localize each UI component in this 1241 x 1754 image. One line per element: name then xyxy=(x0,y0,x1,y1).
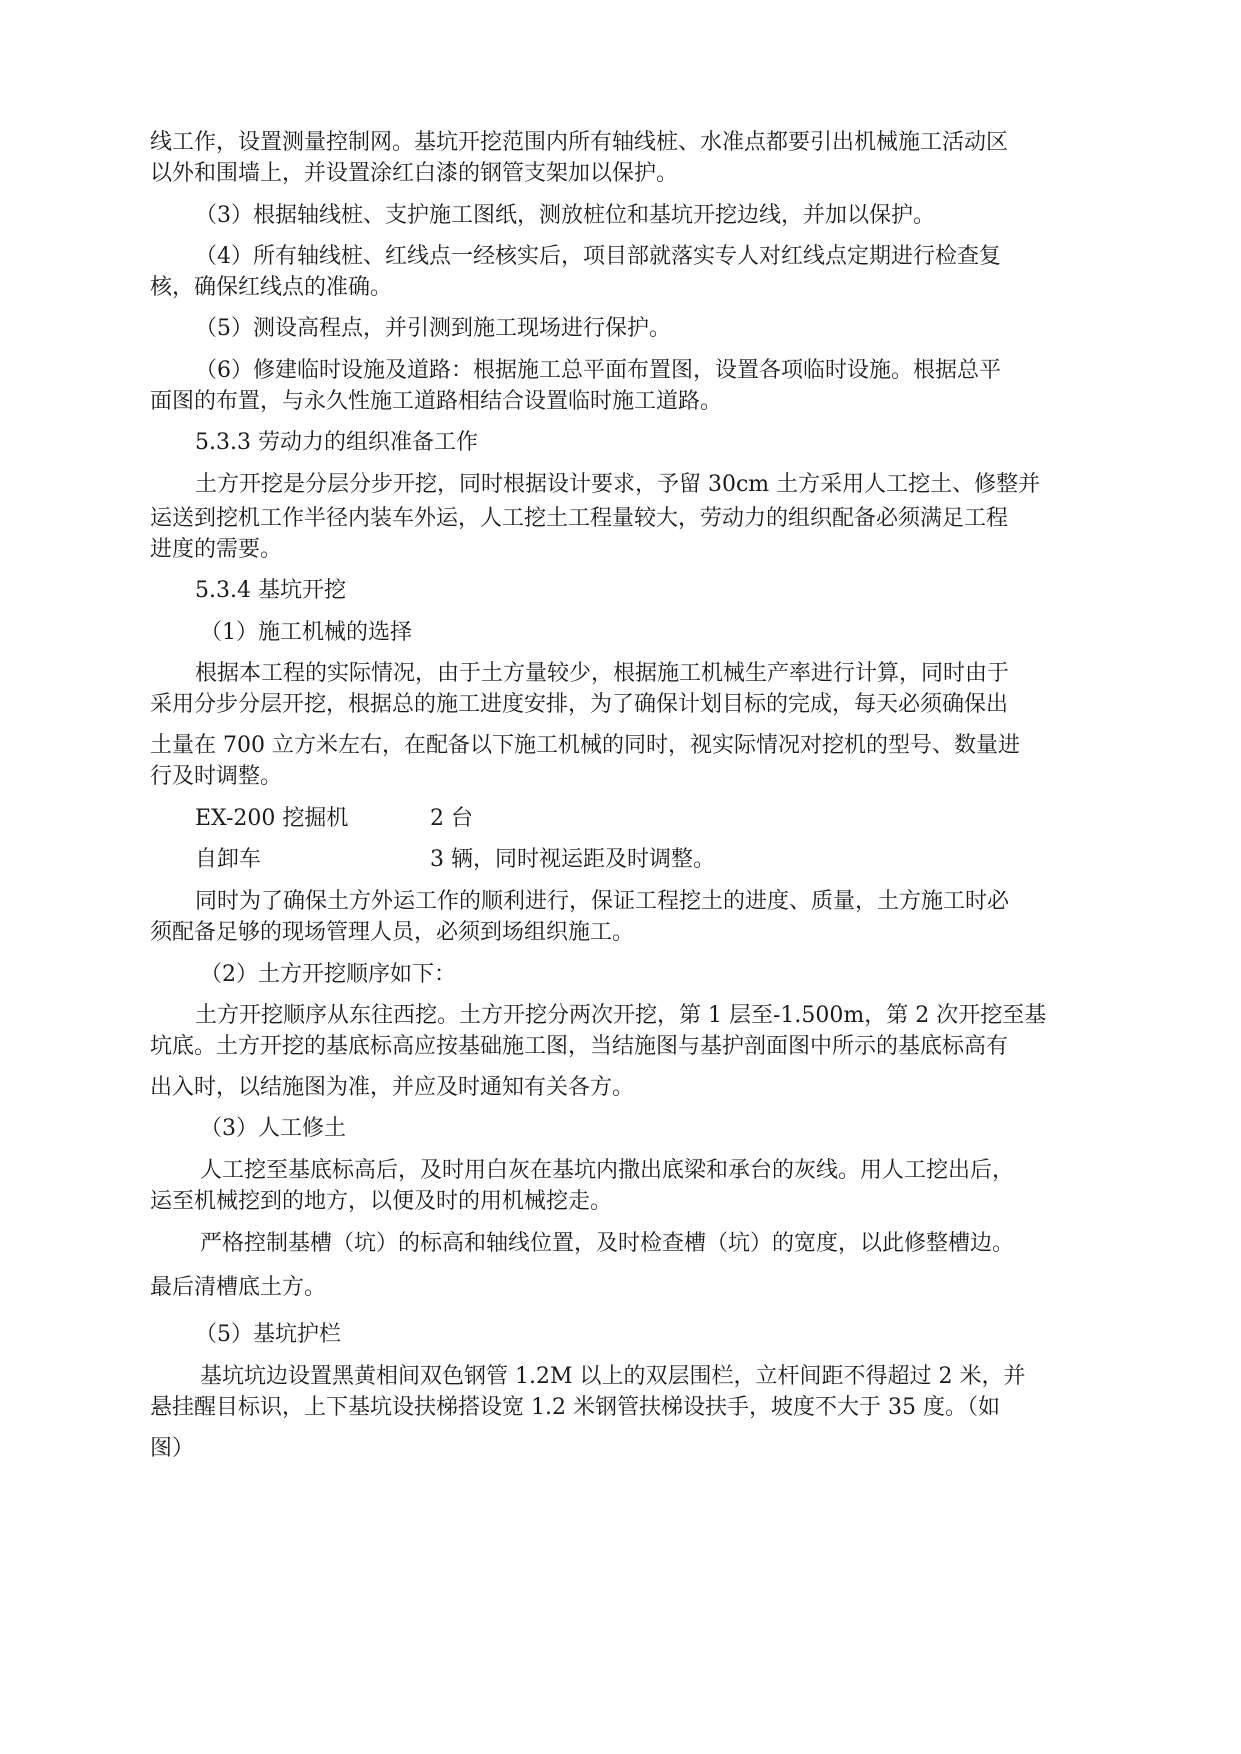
paragraph-line: 土方开挖是分层分步开挖，同时根据设计要求，予留 30cm 土方采用人工挖土、修整并 xyxy=(195,472,1041,497)
paragraph-line: （5）测设高程点，并引测到施工现场进行保护。 xyxy=(195,316,671,341)
paragraph-line: 运至机械挖到的地方，以便及时的用机械挖走。 xyxy=(150,1189,613,1214)
subheading: （3）人工修土 xyxy=(200,1116,346,1141)
paragraph-line: 运送到挖机工作半径内装车外运，人工挖土工程量较大，劳动力的组织配备必须满足工程 xyxy=(150,506,1009,531)
paragraph-line: 同时为了确保土方外运工作的顺利进行，保证工程挖土的进度、质量，土方施工时必 xyxy=(195,889,1010,914)
machine-quantity: 2 台 xyxy=(430,806,473,831)
subheading: （5）基坑护栏 xyxy=(195,1322,341,1347)
paragraph-line: 须配备足够的现场管理人员，必须到场组织施工。 xyxy=(150,920,635,945)
paragraph-line: 人工挖至基底标高后，及时用白灰在基坑内撒出底梁和承台的灰线。用人工挖出后， xyxy=(200,1158,1015,1183)
section-heading: 5.3.4 基坑开挖 xyxy=(195,578,346,603)
paragraph-line: 行及时调整。 xyxy=(150,764,283,789)
paragraph-line: 进度的需要。 xyxy=(150,537,283,562)
paragraph-line: 图） xyxy=(150,1436,195,1461)
paragraph-line: 土量在 700 立方米左右，在配备以下施工机械的同时，视实际情况对挖机的型号、数量进 xyxy=(150,733,1020,758)
subheading: （2）土方开挖顺序如下： xyxy=(200,962,456,987)
paragraph-line: 最后清槽底土方。 xyxy=(150,1275,327,1300)
subheading: （1）施工机械的选择 xyxy=(200,620,412,645)
machine-name: 自卸车 xyxy=(195,847,262,872)
paragraph-line: 基坑坑边设置黑黄相间双色钢管 1.2M 以上的双层围栏，立杆间距不得超过 2 米，并 xyxy=(200,1364,1026,1389)
paragraph-line: 以外和围墙上，并设置涂红白漆的钢管支架加以保护。 xyxy=(150,161,679,186)
paragraph-line: （6）修建临时设施及道路：根据施工总平面布置图，设置各项临时设施。根据总平 xyxy=(195,358,1001,383)
paragraph-line: 采用分步分层开挖，根据总的施工进度安排，为了确保计划目标的完成，每天必须确保出 xyxy=(150,692,1009,717)
machine-name: EX-200 挖掘机 xyxy=(195,806,349,831)
paragraph-line: 出入时，以结施图为准，并应及时通知有关各方。 xyxy=(150,1075,635,1100)
paragraph-line: 线工作，设置测量控制网。基坑开挖范围内所有轴线桩、水准点都要引出机械施工活动区 xyxy=(150,130,1009,155)
paragraph-line: （3）根据轴线桩、支护施工图纸，测放桩位和基坑开挖边线，并加以保护。 xyxy=(195,203,935,228)
paragraph-line: （4）所有轴线桩、红线点一经核实后，项目部就落实专人对红线点定期进行检查复 xyxy=(195,244,1001,269)
paragraph-line: 坑底。土方开挖的基底标高应按基础施工图，当结施图与基护剖面图中所示的基底标高有 xyxy=(150,1034,1009,1059)
paragraph-line: 悬挂醒目标识，上下基坑设扶梯搭设宽 1.2 米钢管扶梯设扶手，坡度不大于 35 度。（如 xyxy=(150,1395,1000,1420)
paragraph-line: 核，确保红线点的准确。 xyxy=(150,275,393,300)
paragraph-line: 面图的布置，与永久性施工道路相结合设置临时施工道路。 xyxy=(150,389,723,414)
paragraph-line: 根据本工程的实际情况，由于土方量较少，根据施工机械生产率进行计算，同时由于 xyxy=(195,661,1010,686)
section-heading: 5.3.3 劳动力的组织准备工作 xyxy=(195,430,478,455)
machine-quantity: 3 辆，同时视运距及时调整。 xyxy=(430,847,715,872)
paragraph-line: 严格控制基槽（坑）的标高和轴线位置，及时检查槽（坑）的宽度，以此修整槽边。 xyxy=(200,1231,1015,1256)
paragraph-line: 土方开挖顺序从东往西挖。土方开挖分两次开挖，第 1 层至-1.500m，第 2 次开挖至基 xyxy=(195,1003,1047,1028)
